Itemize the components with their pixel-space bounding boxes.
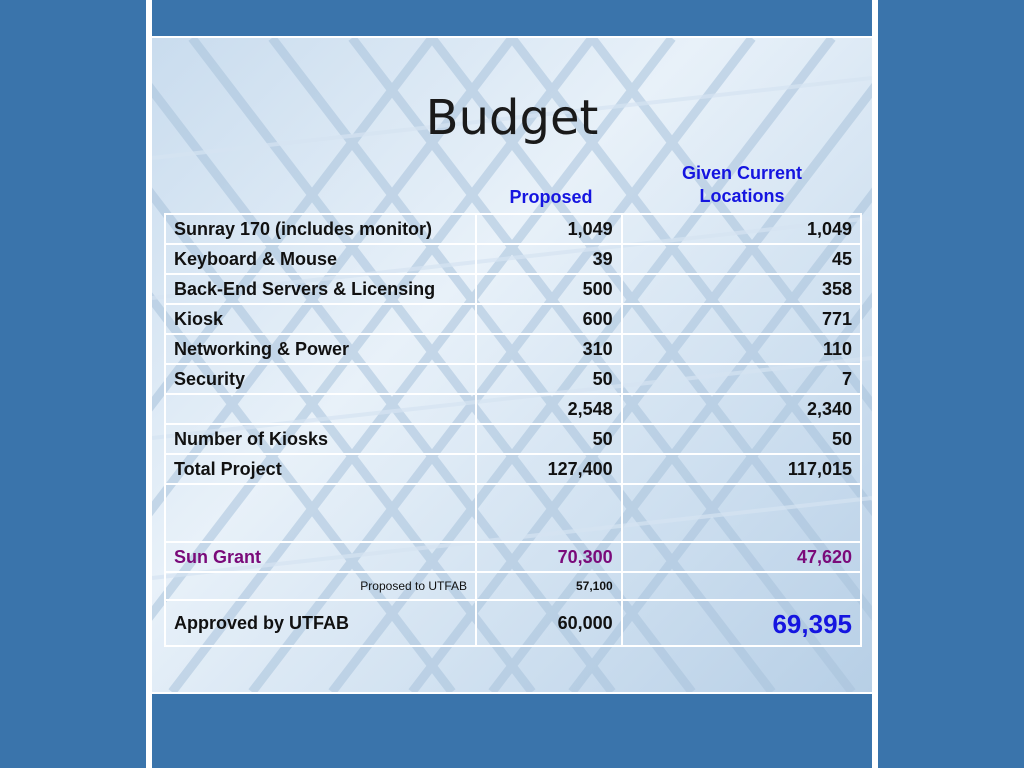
- column-header-given-current: [622, 162, 862, 208]
- row-proposed: 39: [476, 244, 622, 274]
- row-label: Networking & Power: [165, 334, 476, 364]
- table-row: [165, 364, 861, 394]
- row-given: 45: [622, 244, 861, 274]
- right-frame-bar: [872, 0, 878, 768]
- table-row: [165, 214, 861, 244]
- proposed-utfab-label: Proposed to UTFAB: [165, 572, 476, 600]
- row-proposed: 50: [476, 424, 622, 454]
- table-row: [165, 274, 861, 304]
- slide: [152, 36, 872, 694]
- row-proposed: 500: [476, 274, 622, 304]
- table-row: [165, 244, 861, 274]
- row-given: 7: [622, 364, 861, 394]
- approved-proposed: 60,000: [476, 600, 622, 646]
- row-label: Kiosk: [165, 304, 476, 334]
- total-proposed: 127,400: [476, 454, 622, 484]
- row-given: 358: [622, 274, 861, 304]
- row-label: Total Project: [165, 454, 476, 484]
- row-given: 50: [622, 424, 861, 454]
- total-row: [165, 454, 861, 484]
- empty-cell: [476, 484, 622, 542]
- row-label: Keyboard & Mouse: [165, 244, 476, 274]
- row-proposed: 1,049: [476, 214, 622, 244]
- row-proposed: 600: [476, 304, 622, 334]
- empty-cell: [165, 484, 476, 542]
- total-given: 117,015: [622, 454, 861, 484]
- row-given: 771: [622, 304, 861, 334]
- row-proposed: 50: [476, 364, 622, 394]
- top-frame-strip: [152, 0, 872, 34]
- approved-label: Approved by UTFAB: [165, 600, 476, 646]
- column-header-given-line2: Locations: [699, 186, 785, 206]
- slide-title: Budget: [425, 90, 599, 146]
- row-label: Security: [165, 364, 476, 394]
- empty-row: [165, 484, 861, 542]
- subtotal-row: [165, 394, 861, 424]
- approved-row: [165, 600, 861, 646]
- approved-given-value: 69,395: [772, 609, 852, 639]
- budget-table: [164, 213, 862, 647]
- proposed-utfab-value: 57,100: [476, 572, 622, 600]
- subtotal-given: 2,340: [622, 394, 861, 424]
- column-header-proposed: Proposed: [509, 187, 593, 207]
- table-row: [165, 424, 861, 454]
- sun-grant-row: [165, 542, 861, 572]
- row-given: 110: [622, 334, 861, 364]
- subtotal-proposed: 2,548: [476, 394, 622, 424]
- sun-grant-label: Sun Grant: [165, 542, 476, 572]
- row-label: [165, 394, 476, 424]
- approved-given: [622, 600, 861, 646]
- sun-grant-proposed: 70,300: [476, 542, 622, 572]
- row-label: Sunray 170 (includes monitor): [165, 214, 476, 244]
- table-row: [165, 334, 861, 364]
- bottom-frame-strip: [152, 692, 872, 768]
- empty-cell: [622, 484, 861, 542]
- row-proposed: 310: [476, 334, 622, 364]
- row-given: 1,049: [622, 214, 861, 244]
- row-label: Number of Kiosks: [165, 424, 476, 454]
- proposed-utfab-row: [165, 572, 861, 600]
- sun-grant-given: 47,620: [622, 542, 861, 572]
- table-row: [165, 304, 861, 334]
- row-label: Back-End Servers & Licensing: [165, 274, 476, 304]
- empty-cell: [622, 572, 861, 600]
- column-header-given-line1: Given Current: [681, 163, 803, 183]
